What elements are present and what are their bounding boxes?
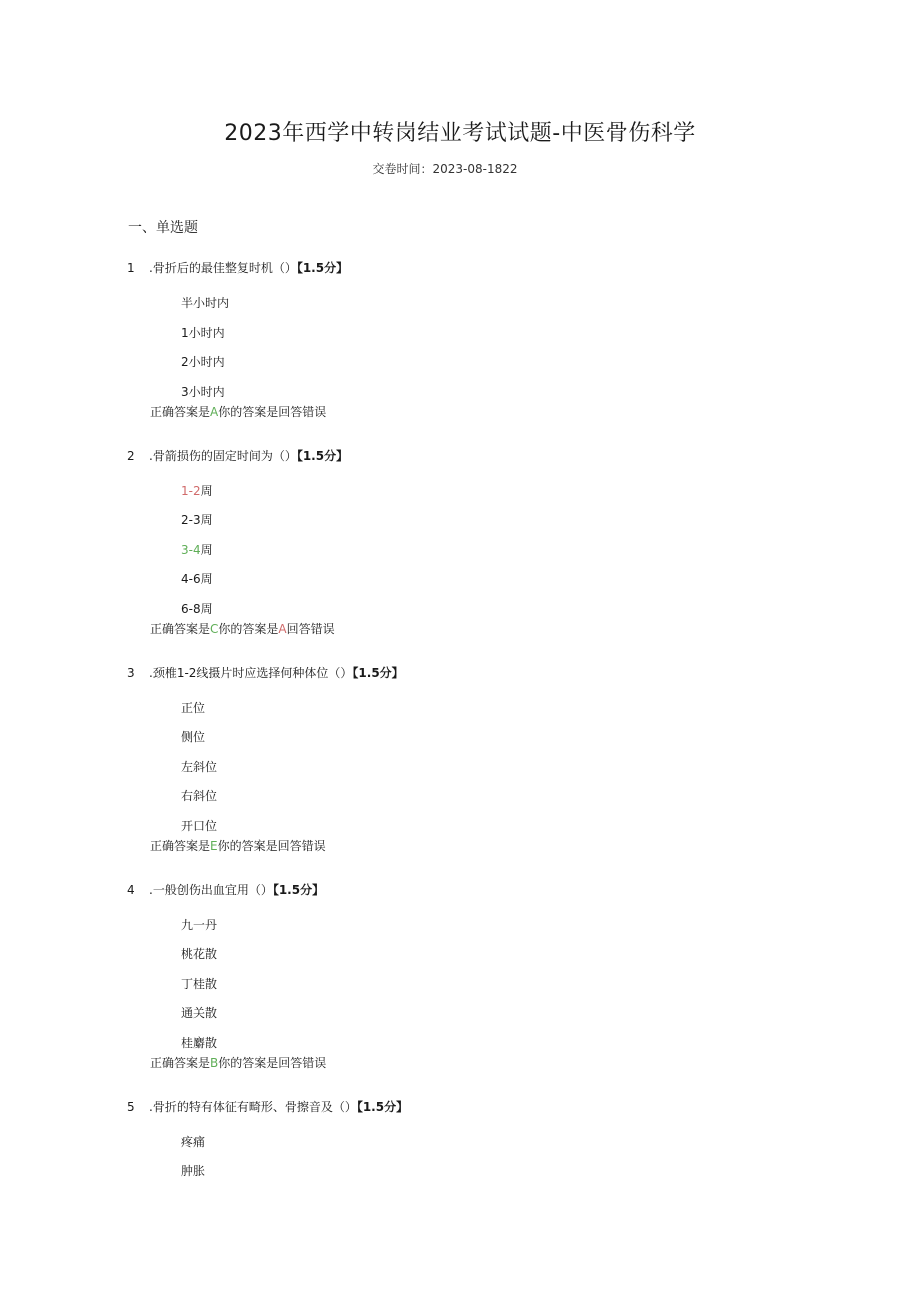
option-list (181, 1132, 827, 1182)
option-text: 开口位 (181, 818, 218, 833)
option-range: 2-3 (181, 513, 201, 527)
option-list (181, 915, 827, 1053)
option-text: 疼痛 (181, 1134, 206, 1149)
correct-answer-label: 正确答案是 (150, 838, 211, 853)
option-text: 周 (200, 542, 213, 557)
submit-time: 交卷时间：2023-08-1822 (372, 162, 518, 176)
question-text: .骨折后的最佳整复时机（） (149, 261, 297, 275)
option-b[interactable] (181, 944, 827, 974)
your-answer-label: 你的答案是 (218, 1055, 279, 1070)
option-e[interactable] (181, 599, 827, 619)
question-3 (127, 663, 827, 856)
option-b[interactable] (181, 1161, 827, 1181)
correct-answer-label: 正确答案是 (150, 1055, 211, 1070)
question-text: .颈椎1-2线摄片时应选择何种体位（） (149, 665, 353, 680)
question-number: 1 (127, 261, 135, 275)
option-e[interactable] (181, 1033, 827, 1053)
option-text: 周 (200, 483, 213, 498)
option-range: 1-2 (181, 483, 201, 498)
option-text: 丁桂散 (181, 976, 218, 991)
option-range: 6-8 (181, 601, 201, 616)
section-title: 一、单选题 (128, 220, 198, 236)
option-text: 右斜位 (181, 789, 218, 803)
answer-feedback (150, 1053, 827, 1073)
option-d[interactable] (181, 786, 827, 816)
question-stem (127, 663, 827, 683)
correct-answer-value: A (210, 404, 219, 419)
option-text: 2小时内 (181, 355, 225, 369)
question-1 (127, 258, 827, 422)
question-score: 【1.5分】 (296, 448, 349, 463)
option-d[interactable] (181, 1003, 827, 1033)
option-b[interactable] (181, 727, 827, 757)
your-answer-value: A (278, 621, 287, 636)
option-a[interactable] (181, 481, 827, 511)
option-c[interactable] (181, 540, 827, 570)
your-answer-label: 你的答案是 (217, 838, 278, 853)
option-list (181, 293, 827, 402)
question-4 (127, 880, 827, 1073)
question-number: 3 (127, 665, 135, 680)
option-b[interactable] (181, 323, 827, 353)
question-stem (127, 446, 827, 466)
question-text: .骨折的特有体征有畸形、骨擦音及（） (149, 1099, 357, 1114)
question-list (127, 258, 827, 1181)
option-text: 左斜位 (181, 759, 218, 774)
answer-result: 回答错误 (278, 1055, 327, 1070)
question-score: 【1.5分】 (296, 261, 349, 275)
option-text: 1小时内 (181, 325, 225, 340)
option-b[interactable] (181, 510, 827, 540)
answer-result: 回答错误 (286, 621, 335, 636)
option-text: 周 (200, 601, 213, 616)
option-text: 周 (200, 513, 213, 527)
question-score: 【1.5分】 (356, 1099, 409, 1114)
question-number: 2 (127, 448, 135, 463)
option-a[interactable] (181, 1132, 827, 1162)
option-text: 正位 (181, 700, 206, 715)
question-5 (127, 1097, 827, 1182)
question-number: 4 (127, 882, 135, 897)
correct-answer-value: C (210, 621, 219, 636)
option-c[interactable] (181, 352, 827, 382)
your-answer-label: 你的答案是 (218, 621, 279, 636)
question-stem (127, 1097, 827, 1117)
option-range: 3-4 (181, 542, 201, 557)
question-score: 【1.5分】 (352, 665, 404, 680)
option-d[interactable] (181, 382, 827, 402)
option-c[interactable] (181, 757, 827, 787)
option-text: 桂麝散 (181, 1035, 218, 1050)
correct-answer-label: 正确答案是 (150, 621, 211, 636)
correct-answer-value: E (210, 838, 218, 853)
your-answer-label: 你的答案是 (218, 404, 279, 419)
answer-result: 回答错误 (277, 838, 326, 853)
option-text: 侧位 (181, 730, 206, 744)
question-score: 【1.5分】 (272, 882, 325, 897)
question-2 (127, 446, 827, 639)
question-stem (127, 880, 827, 900)
correct-answer-value: B (210, 1055, 219, 1070)
option-text: 通关散 (181, 1006, 218, 1020)
option-list (181, 481, 827, 619)
answer-feedback (150, 402, 827, 422)
question-text: .一般创伤出血宜用（） (149, 882, 273, 897)
question-stem (127, 258, 827, 278)
option-a[interactable] (181, 293, 827, 323)
option-a[interactable] (181, 698, 827, 728)
option-e[interactable] (181, 816, 827, 836)
question-number: 5 (127, 1099, 135, 1114)
option-text: 半小时内 (181, 296, 230, 310)
document-title: 2023年西学中转岗结业考试试题-中医骨伤科学 (224, 121, 696, 146)
option-list (181, 698, 827, 836)
option-a[interactable] (181, 915, 827, 945)
answer-result: 回答错误 (278, 404, 327, 419)
option-c[interactable] (181, 974, 827, 1004)
option-text: 3小时内 (181, 384, 225, 399)
option-range: 4-6 (181, 572, 201, 586)
option-d[interactable] (181, 569, 827, 599)
option-text: 桃花散 (181, 947, 218, 961)
option-text: 九一丹 (181, 917, 218, 932)
answer-feedback (150, 836, 827, 856)
correct-answer-label: 正确答案是 (150, 404, 211, 419)
answer-feedback (150, 619, 827, 639)
option-text: 肿胀 (181, 1164, 206, 1178)
option-text: 周 (200, 572, 213, 586)
question-text: .骨箭损伤的固定时间为（） (149, 448, 297, 463)
